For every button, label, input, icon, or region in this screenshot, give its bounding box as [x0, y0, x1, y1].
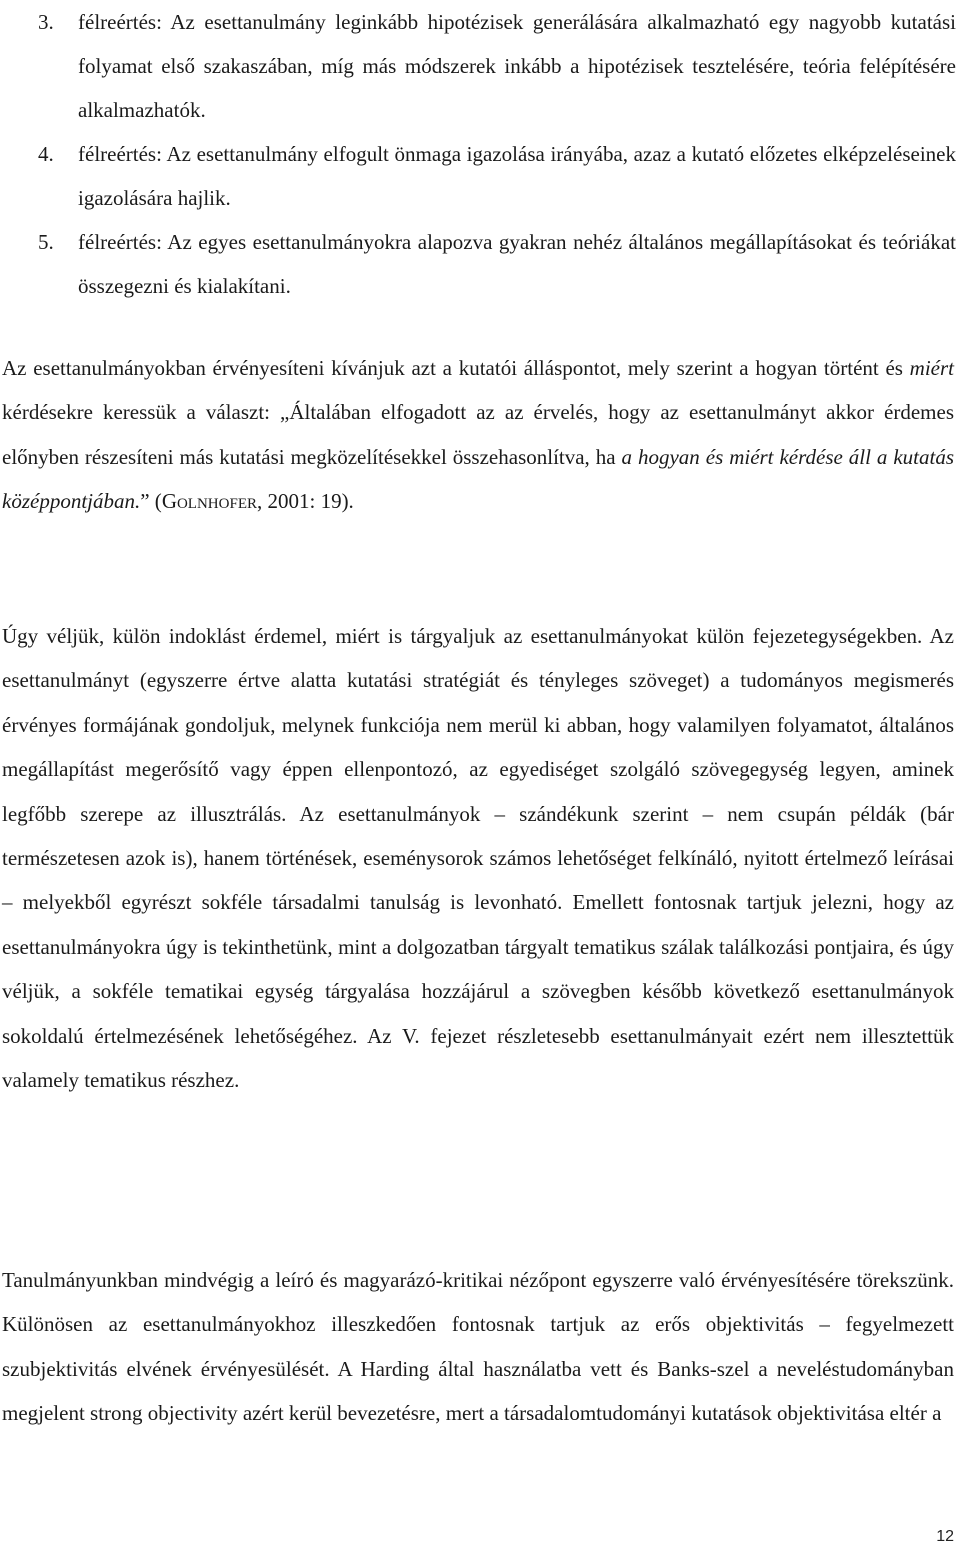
list-item-text: félreértés: Az esettanulmány elfogult önmaga igazolása irányába, azaz a kutató előzetes elképzeléseinek igazolására hajlik.: [78, 142, 956, 210]
paragraph-case-study-approach: [2, 346, 954, 524]
quote-italic: a hogyan és miért kérdése áll a kutatás középpontjában.: [2, 444, 954, 514]
list-item-number: 4.: [38, 142, 54, 166]
list-item-number: 3.: [38, 10, 54, 34]
text-run: ” (: [140, 489, 162, 514]
text-run-italic: miért: [909, 356, 954, 380]
list-item-text: félreértés: Az esettanulmány leginkább hipotézisek generálására alkalmazható egy nagyobb kutatási folyamat első szakaszában, míg más módszerek inkább a hipotézisek tesztelésére, teória felépítésére alkalmazhatók.: [78, 10, 956, 122]
list-item-number: 5.: [38, 230, 54, 254]
list-item-text: félreértés: Az egyes esettanulmányokra alapozva gyakran nehéz általános megállapításokat és teóriákat összegezni és kialakítani.: [78, 230, 956, 298]
text-run: kérdésekre keressük a választ: „Általában elfogadott az az érvelés, hogy az esettanulmányt akkor érdemes előnyben részesíteni más kutatási megközelítésekkel összehasonlítva, ha: [2, 400, 954, 469]
misconception-list: [0, 0, 956, 308]
paragraph-justification: Úgy véljük, külön indoklást érdemel, miért is tárgyaljuk az esettanulmányokat külön fejezetegységekben. Az esettanulmányt (egyszerre értve alatta kutatási stratégiát és tényleges szöveget) a tudományos megismerés érvényes formájának gondoljuk, melynek funkciója nem merül ki abban, hogy valamilyen folyamatot, általános megállapítást megerősítő vagy éppen ellenpontozó, az egyediséget szolgáló szövegegység legyen, aminek legfőbb szerepe az illusztrálás. Az esettanulmányok – szándékunk szerint – nem csupán példák (bár természetesen azok is), hanem történések, eseménysorok számos lehetőséget felkínáló, nyitott értelmező leírásai – melyekből egyrészt sokféle társadalmi tanulság is levonható. Emellett fontosnak tartjuk jelezni, hogy az esettanulmányokra úgy is tekinthetünk, mint a dolgozatban tárgyalt tematikus szálak találkozási pontjaira, és úgy véljük, a sokféle tematikai egység tárgyalása hozzájárul a szövegben később következő esettanulmányok sokoldalú értelmezésének lehetőségéhez. Az V. fejezet részletesebb esettanulmányait ezért nem illesztettük valamely tematikus részhez.: [2, 624, 954, 1093]
citation-author: Golnhofer: [161, 489, 257, 514]
text-run: Az esettanulmányokban érvényesíteni kívánjuk azt a kutatói álláspontot, mely szerint a hogyan történt és: [2, 356, 910, 380]
text-run: , 2001: 19).: [256, 489, 354, 514]
list-item: [0, 0, 956, 132]
list-item: [0, 220, 956, 308]
paragraph-objectivity: Tanulmányunkban mindvégig a leíró és magyarázó-kritikai nézőpont egyszerre való érvényesítésére törekszünk. Különösen az esettanulmányokhoz illeszkedően fontosnak tartjuk az erős objektivitás – fegyelmezett szubjektivitás elvének érvényesülését. A Harding által használatba vett és Banks-szel a neveléstudományban megjelent strong objectivity azért kerül bevezetésre, mert a társadalomtudományi kutatások objektivitása eltér a: [2, 1268, 954, 1426]
list-item: [0, 132, 956, 220]
page-number: 12: [936, 1528, 954, 1545]
